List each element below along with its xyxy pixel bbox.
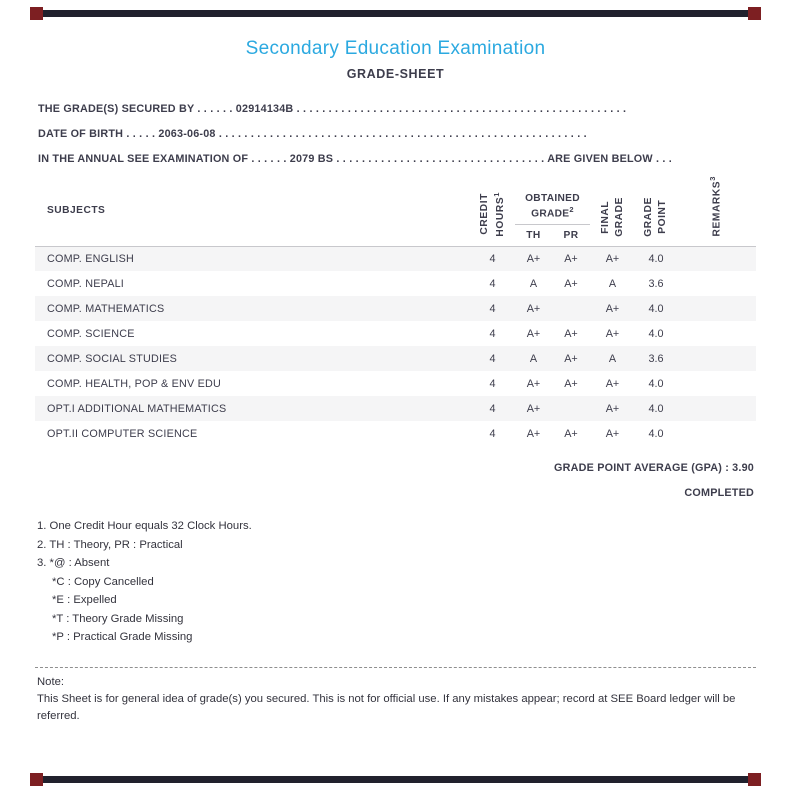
footnote-expelled: *E : Expelled [52, 594, 117, 606]
subject-cell: COMP. SOCIAL STUDIES [47, 352, 177, 365]
remarks-cell [677, 346, 756, 371]
pr-grade-cell: A+ [564, 327, 578, 340]
th-grade-cell: A+ [526, 327, 541, 340]
final-grade-cell: A [608, 352, 617, 365]
th-grade-cell: A+ [526, 427, 541, 440]
exam-year-value: 2079 BS [289, 153, 334, 165]
final-grade-cell: A+ [605, 252, 620, 265]
grade-point-header: GRADE POINT [635, 176, 677, 246]
top-right-corner-square [748, 7, 761, 20]
subjects-header: SUBJECTS [35, 176, 470, 246]
pr-grade-cell: A+ [564, 352, 578, 365]
remarks-header: REMARKS$^3$ [677, 176, 756, 246]
dob-label: DATE OF BIRTH [38, 128, 124, 140]
grade-table-body [35, 246, 756, 446]
dot-leader: . . . . . . [251, 153, 287, 165]
credit-cell: 4 [489, 352, 496, 365]
final-grade-cell: A+ [605, 402, 620, 415]
symbol-number-value: 02914134B [235, 103, 294, 115]
dot-trailer: . . . . . . . . . . . . . . . . . . . . . . . . . . . . . . . . . . . . . . . . . . . . . . . . . . . . [296, 103, 627, 115]
final-grade-header: FINAL GRADE [590, 176, 635, 246]
table-row [35, 246, 756, 271]
bottom-right-corner-square [748, 773, 761, 786]
dot-mid: . . . . . . . . . . . . . . . . . . . . . . . . . . . . . . . . . [336, 153, 545, 165]
subject-cell: COMP. ENGLISH [47, 252, 134, 265]
credit-cell: 4 [489, 252, 496, 265]
footnotes [35, 517, 756, 647]
credit-cell: 4 [489, 277, 496, 290]
subject-cell: COMP. SCIENCE [47, 327, 135, 340]
exam-suffix: ARE GIVEN BELOW . . . [547, 153, 672, 165]
remarks-cell [677, 271, 756, 296]
exam-year-line [35, 147, 756, 172]
sheet-subtitle: GRADE-SHEET [346, 67, 445, 81]
footnote-theory-missing: *T : Theory Grade Missing [52, 612, 184, 625]
final-grade-cell: A+ [605, 377, 620, 390]
th-grade-cell: A+ [526, 252, 541, 265]
secured-by-line [35, 97, 756, 122]
grade-point-cell: 4.0 [648, 427, 664, 440]
footnote-absent: 3. *@ : Absent [37, 557, 110, 569]
th-grade-cell: A [529, 277, 538, 290]
note-label: Note: [37, 675, 65, 688]
pr-subheader: PR [552, 224, 590, 246]
table-row [35, 346, 756, 371]
final-grade-cell: A+ [605, 327, 620, 340]
dob-line [35, 122, 756, 147]
footnote-credit-hours: 1. One Credit Hour equals 32 Clock Hours. [37, 520, 252, 532]
footnote-practical-missing: *P : Practical Grade Missing [52, 631, 193, 643]
subject-cell: OPT.II COMPUTER SCIENCE [47, 427, 198, 440]
top-decorative-bar [31, 10, 760, 17]
final-grade-cell: A+ [605, 427, 620, 440]
remarks-cell [677, 321, 756, 346]
content-area [35, 38, 756, 726]
subject-cell: COMP. HEALTH, POP & ENV EDU [47, 377, 221, 390]
exam-label: IN THE ANNUAL SEE EXAMINATION OF [38, 153, 249, 165]
pr-grade-cell [552, 396, 590, 421]
grade-point-cell: 4.0 [648, 327, 664, 340]
th-grade-cell: A+ [526, 377, 541, 390]
remarks-cell [677, 246, 756, 271]
subject-cell: COMP. MATHEMATICS [47, 302, 165, 315]
table-row [35, 371, 756, 396]
grade-point-cell: 3.6 [648, 277, 664, 290]
remarks-cell [677, 396, 756, 421]
credit-cell: 4 [489, 302, 496, 315]
remarks-cell [677, 296, 756, 321]
top-left-corner-square [30, 7, 43, 20]
table-row [35, 421, 756, 446]
credit-cell: 4 [489, 402, 496, 415]
dob-value: 2063-06-08 [158, 128, 216, 140]
remarks-cell [677, 371, 756, 396]
completion-status: COMPLETED [684, 487, 754, 499]
credit-cell: 4 [489, 327, 496, 340]
grade-table [35, 176, 756, 446]
grade-point-cell: 4.0 [648, 402, 664, 415]
pr-grade-cell: A+ [564, 252, 578, 265]
th-grade-cell: A+ [526, 402, 541, 415]
final-grade-cell: A+ [605, 302, 620, 315]
candidate-info [35, 97, 756, 172]
table-row [35, 396, 756, 421]
page-title: Secondary Education Examination [245, 38, 546, 59]
grade-point-cell: 4.0 [648, 252, 664, 265]
credit-cell: 4 [489, 427, 496, 440]
subject-cell: OPT.I ADDITIONAL MATHEMATICS [47, 402, 227, 415]
dot-leader: . . . . . . [197, 103, 233, 115]
footnote-copy-cancelled: *C : Copy Cancelled [52, 575, 154, 588]
th-grade-cell: A [529, 352, 538, 365]
footnote-th-pr: 2. TH : Theory, PR : Practical [37, 538, 183, 551]
bottom-decorative-bar [31, 776, 760, 783]
th-subheader: TH [515, 224, 552, 246]
table-row [35, 296, 756, 321]
final-grade-cell: A [608, 277, 617, 290]
grade-table-header [35, 176, 756, 246]
credit-hours-header: CREDIT HOURS$^1$ [470, 176, 515, 246]
dashed-divider [35, 667, 756, 668]
grade-point-cell: 4.0 [648, 377, 664, 390]
gpa-summary: GRADE POINT AVERAGE (GPA) : 3.90 [554, 462, 754, 474]
th-grade-cell: A+ [526, 302, 541, 315]
dot-trailer: . . . . . . . . . . . . . . . . . . . . . . . . . . . . . . . . . . . . . . . . . . . . . . . . . . . . . . . . . . [218, 128, 587, 140]
subject-cell: COMP. NEPALI [47, 277, 125, 290]
grade-point-cell: 3.6 [648, 352, 664, 365]
table-row [35, 271, 756, 296]
pr-grade-cell: A+ [564, 377, 578, 390]
credit-cell: 4 [489, 377, 496, 390]
secured-by-label: THE GRADE(S) SECURED BY [38, 103, 195, 115]
pr-grade-cell: A+ [564, 277, 578, 290]
remarks-cell [677, 421, 756, 446]
pr-grade-cell [552, 296, 590, 321]
bottom-left-corner-square [30, 773, 43, 786]
obtained-grade-header: OBTAINED GRADE$^2$ [515, 176, 590, 224]
pr-grade-cell: A+ [564, 427, 578, 440]
note-text: This Sheet is for general idea of grade(s) you secured. This is not for official use. If any mistakes appear; record at SEE Board ledger will be referred. [37, 692, 736, 722]
dot-leader: . . . . . [126, 128, 156, 140]
table-row [35, 321, 756, 346]
grade-point-cell: 4.0 [648, 302, 664, 315]
